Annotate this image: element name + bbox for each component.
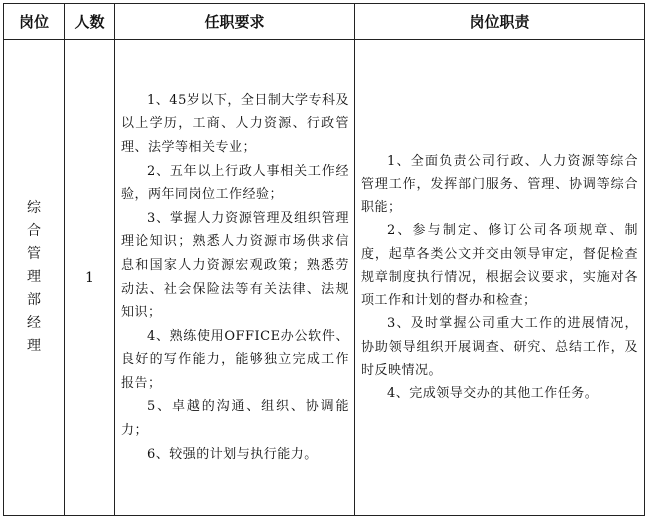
duties-cell	[355, 40, 645, 516]
header-requirements: 任职要求	[115, 4, 355, 40]
post-name: 综合管理部经理	[27, 200, 41, 354]
duty-item: 2、参与制定、修订公司各项规章、制度，起草各类公文并交由领导审定，督促检查规章制度执行情况，根据会议要求，实施对各项工作和计划的督办和检查；	[361, 223, 638, 309]
job-table	[3, 3, 645, 516]
requirement-item: 1、45岁以下，全日制大学专科及以上学历，工商、人力资源、行政管理、法学等相关专业；	[121, 92, 349, 155]
requirement-item: 3、掌握人力资源管理及组织管理理论知识；熟悉人力资源市场供求信息和国家人力资源宏观政策；熟悉劳动法、社会保险法等有关法律、法规知识；	[121, 210, 349, 321]
count-cell: 1	[65, 40, 115, 516]
table-body	[4, 40, 645, 516]
header-post: 岗位	[4, 4, 65, 40]
duty-item: 4、完成领导交办的其他工作任务。	[387, 385, 599, 401]
table-row	[4, 40, 645, 516]
header-duties: 岗位职责	[355, 4, 645, 40]
post-cell	[4, 40, 65, 516]
requirement-item: 6、较强的计划与执行能力。	[147, 446, 318, 462]
header-row	[4, 4, 645, 40]
duty-item: 1、全面负责公司行政、人力资源等综合管理工作，发挥部门服务、管理、协调等综合职能；	[361, 153, 638, 216]
requirement-item: 4、熟练使用OFFICE办公软件、良好的写作能力，能够独立完成工作报告；	[121, 328, 349, 391]
requirement-item: 2、五年以上行政人事相关工作经验，两年同岗位工作经验；	[121, 163, 349, 203]
duty-item: 3、及时掌握公司重大工作的进展情况，协助领导组织开展调查、研究、总结工作，及时反映情况。	[361, 316, 638, 378]
requirements-cell	[115, 40, 355, 516]
requirement-item: 5、卓越的沟通、组织、协调能力；	[121, 399, 349, 439]
table-header	[4, 4, 645, 40]
header-count: 人数	[65, 4, 115, 40]
